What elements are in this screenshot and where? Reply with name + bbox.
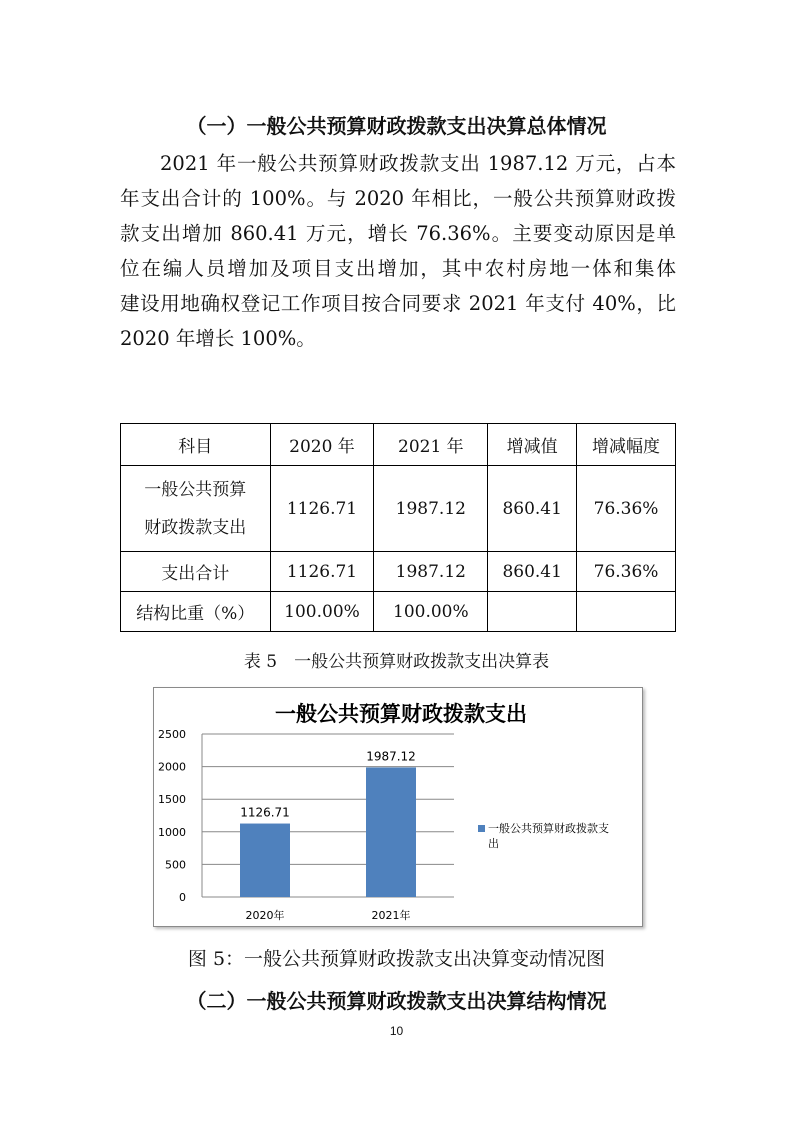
page-number: 10 bbox=[389, 1024, 404, 1038]
paragraph-line: 款支出增加 860.41 万元，增长 76.36%。主要变动原因是单 bbox=[120, 222, 676, 245]
section-2-title: （二）一般公共预算财政拨款支出决算结构情况 bbox=[186, 989, 607, 1013]
data-label: 1126.71 bbox=[240, 805, 290, 820]
y-tick-label: 1000 bbox=[158, 825, 186, 839]
paragraph-line: 2020 年增长 100%。 bbox=[120, 327, 316, 350]
y-tick-label: 2500 bbox=[158, 728, 186, 741]
y-tick-label: 500 bbox=[165, 858, 186, 872]
table-cell: 1987.12 bbox=[374, 466, 488, 552]
table-cell: 76.36% bbox=[577, 552, 676, 592]
x-tick-label: 2021年 bbox=[371, 909, 411, 922]
table-cell: 1126.71 bbox=[270, 552, 374, 592]
y-tick-label: 2000 bbox=[158, 760, 186, 774]
table-cell: 1126.71 bbox=[270, 466, 374, 552]
chart-canvas bbox=[154, 688, 642, 926]
table-header-row bbox=[121, 424, 676, 466]
table-row-label: 支出合计 bbox=[121, 552, 271, 592]
paragraph-line: 建设用地确权登记工作项目按合同要求 2021 年支付 40%，比 bbox=[120, 292, 676, 315]
paragraph-line: 年支出合计的 100%。与 2020 年相比，一般公共预算财政拨 bbox=[120, 187, 676, 210]
table-cell bbox=[577, 592, 676, 632]
y-tick-label: 1500 bbox=[158, 793, 186, 807]
table-row bbox=[121, 592, 676, 632]
table-cell: 1987.12 bbox=[374, 552, 488, 592]
bar-2021年 bbox=[366, 767, 416, 897]
table-row-label: 结构比重（%） bbox=[121, 592, 271, 632]
table-cell: 860.41 bbox=[488, 466, 577, 552]
row-label-line: 财政拨款支出 bbox=[144, 517, 247, 538]
data-label: 1987.12 bbox=[366, 749, 416, 764]
legend-swatch bbox=[478, 825, 485, 832]
table-header-cell: 增减值 bbox=[488, 424, 577, 466]
legend-label: 出 bbox=[488, 837, 499, 850]
y-tick-label: 0 bbox=[179, 891, 186, 904]
table-cell: 100.00% bbox=[270, 592, 374, 632]
table-cell: 100.00% bbox=[374, 592, 488, 632]
section-1-title: （一）一般公共预算财政拨款支出决算总体情况 bbox=[186, 114, 607, 138]
row-label-line: 一般公共预算 bbox=[144, 479, 247, 500]
bar-2020年 bbox=[240, 824, 290, 897]
x-tick-label: 2020年 bbox=[245, 909, 285, 922]
table-caption: 表 5 一般公共预算财政拨款支出决算表 bbox=[243, 652, 550, 672]
paragraph-line: 位在编人员增加及项目支出增加，其中农村房地一体和集体 bbox=[120, 257, 676, 280]
table-row-label bbox=[121, 466, 271, 552]
summary-paragraph bbox=[120, 146, 676, 356]
expenditure-table bbox=[120, 423, 676, 632]
table-cell: 76.36% bbox=[577, 466, 676, 552]
table-header-cell: 2020 年 bbox=[270, 424, 374, 466]
legend-label: 一般公共预算财政拨款支 bbox=[488, 822, 609, 835]
table-cell bbox=[488, 592, 577, 632]
table-cell: 860.41 bbox=[488, 552, 577, 592]
table-header-cell: 科目 bbox=[121, 424, 271, 466]
bar-chart bbox=[153, 687, 643, 927]
table-row bbox=[121, 466, 676, 552]
paragraph-line: 2021 年一般公共预算财政拨款支出 1987.12 万元，占本 bbox=[160, 152, 676, 175]
figure-caption: 图 5：一般公共预算财政拨款支出决算变动情况图 bbox=[187, 948, 606, 970]
chart-title: 一般公共预算财政拨款支出 bbox=[275, 702, 527, 726]
table-header-cell: 增减幅度 bbox=[577, 424, 676, 466]
table-header-cell: 2021 年 bbox=[374, 424, 488, 466]
table-row bbox=[121, 552, 676, 592]
